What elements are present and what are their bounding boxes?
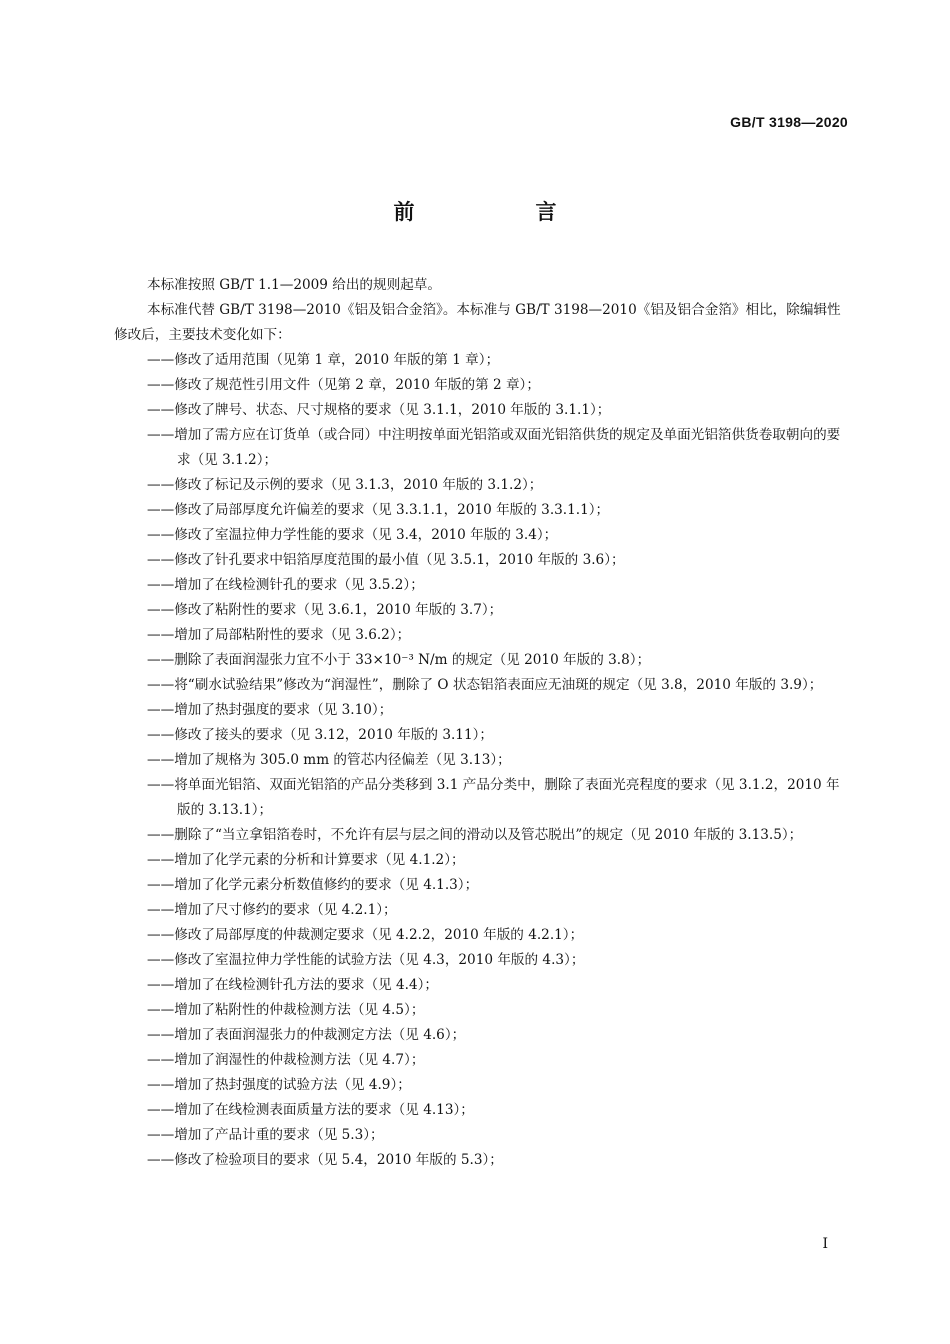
change-item: ——修改了局部厚度允许偏差的要求（见 3.3.1.1，2010 年版的 3.3.1.1）； [147,502,610,518]
change-item: ——增加了在线检测针孔方法的要求（见 4.4）； [147,977,439,993]
change-item: ——修改了局部厚度的仲裁测定要求（见 4.2.2，2010 年版的 4.2.1）； [147,927,584,943]
change-item: ——增加了化学元素分析数值修约的要求（见 4.1.3）； [147,877,479,893]
change-item: ——将单面光铝箔、双面光铝箔的产品分类移到 3.1 产品分类中，删除了表面光亮程度的要求（见 3.1.2，2010 年版的 3.13.1）； [147,777,840,818]
change-item: ——删除了表面润湿张力宜不小于 33×10⁻³ N/m 的规定（见 2010 年版的 3.8）； [147,652,651,668]
change-item: ——增加了规格为 305.0 mm 的管芯内径偏差（见 3.13）； [147,752,511,768]
foreword-body [114,273,850,1173]
change-item: ——增加了化学元素的分析和计算要求（见 4.1.2）； [147,852,465,868]
intro-paragraph: 本标准代替 GB/T 3198—2010《铝及铝合金箔》。本标准与 GB/T 3198—2010《铝及铝合金箔》相比，除编辑性修改后，主要技术变化如下： [114,302,841,343]
standard-code: GB/T 3198—2020 [730,114,848,130]
change-item: ——修改了标记及示例的要求（见 3.1.3，2010 年版的 3.1.2）； [147,477,543,493]
change-item: ——增加了在线检测针孔的要求（见 3.5.2）； [147,577,424,593]
change-item: ——增加了局部粘附性的要求（见 3.6.2）； [147,627,411,643]
change-item: ——修改了粘附性的要求（见 3.6.1，2010 年版的 3.7）； [147,602,503,618]
change-item: ——增加了粘附性的仲裁检测方法（见 4.5）； [147,1002,425,1018]
change-item: ——增加了需方应在订货单（或合同）中注明按单面光铝箔或双面光铝箔供货的规定及单面光铝箔供货卷取朝向的要求（见 3.1.2）； [147,427,841,468]
change-item: ——删除了“当立拿铝箔卷时，不允许有层与层之间的滑动以及管芯脱出”的规定（见 2010 年版的 3.13.5）； [147,827,803,843]
change-item: ——将“刷水试验结果”修改为“润湿性”，删除了 O 状态铝箔表面应无油斑的规定（见 3.8，2010 年版的 3.9）； [147,677,823,693]
change-item: ——修改了针孔要求中铝箔厚度范围的最小值（见 3.5.1，2010 年版的 3.6）； [147,552,625,568]
change-item: ——修改了室温拉伸力学性能的试验方法（见 4.3，2010 年版的 4.3）； [147,952,585,968]
change-item: ——修改了接头的要求（见 3.12，2010 年版的 3.11）； [147,727,493,743]
intro-paragraph: 本标准按照 GB/T 1.1—2009 给出的规则起草。 [147,277,441,293]
change-item: ——增加了润湿性的仲裁检测方法（见 4.7）； [147,1052,425,1068]
change-item: ——增加了尺寸修约的要求（见 4.2.1）； [147,902,397,918]
change-item: ——增加了热封强度的试验方法（见 4.9）； [147,1077,411,1093]
change-item: ——修改了检验项目的要求（见 5.4，2010 年版的 5.3）； [147,1152,503,1168]
change-item: ——修改了适用范围（见第 1 章，2010 年版的第 1 章）； [147,352,500,368]
change-item: ——增加了产品计重的要求（见 5.3）； [147,1127,384,1143]
change-item: ——修改了规范性引用文件（见第 2 章，2010 年版的第 2 章）； [147,377,540,393]
page-title: 前 言 [393,200,607,224]
change-item: ——增加了在线检测表面质量方法的要求（见 4.13）； [147,1102,474,1118]
change-item: ——修改了牌号、状态、尺寸规格的要求（见 3.1.1，2010 年版的 3.1.1）； [147,402,611,418]
change-item: ——增加了表面润湿张力的仲裁测定方法（见 4.6）； [147,1027,466,1043]
page-number: I [822,1236,828,1252]
change-item: ——修改了室温拉伸力学性能的要求（见 3.4，2010 年版的 3.4）； [147,527,558,543]
changes-list [114,348,850,1173]
change-item: ——增加了热封强度的要求（见 3.10）； [147,702,393,718]
